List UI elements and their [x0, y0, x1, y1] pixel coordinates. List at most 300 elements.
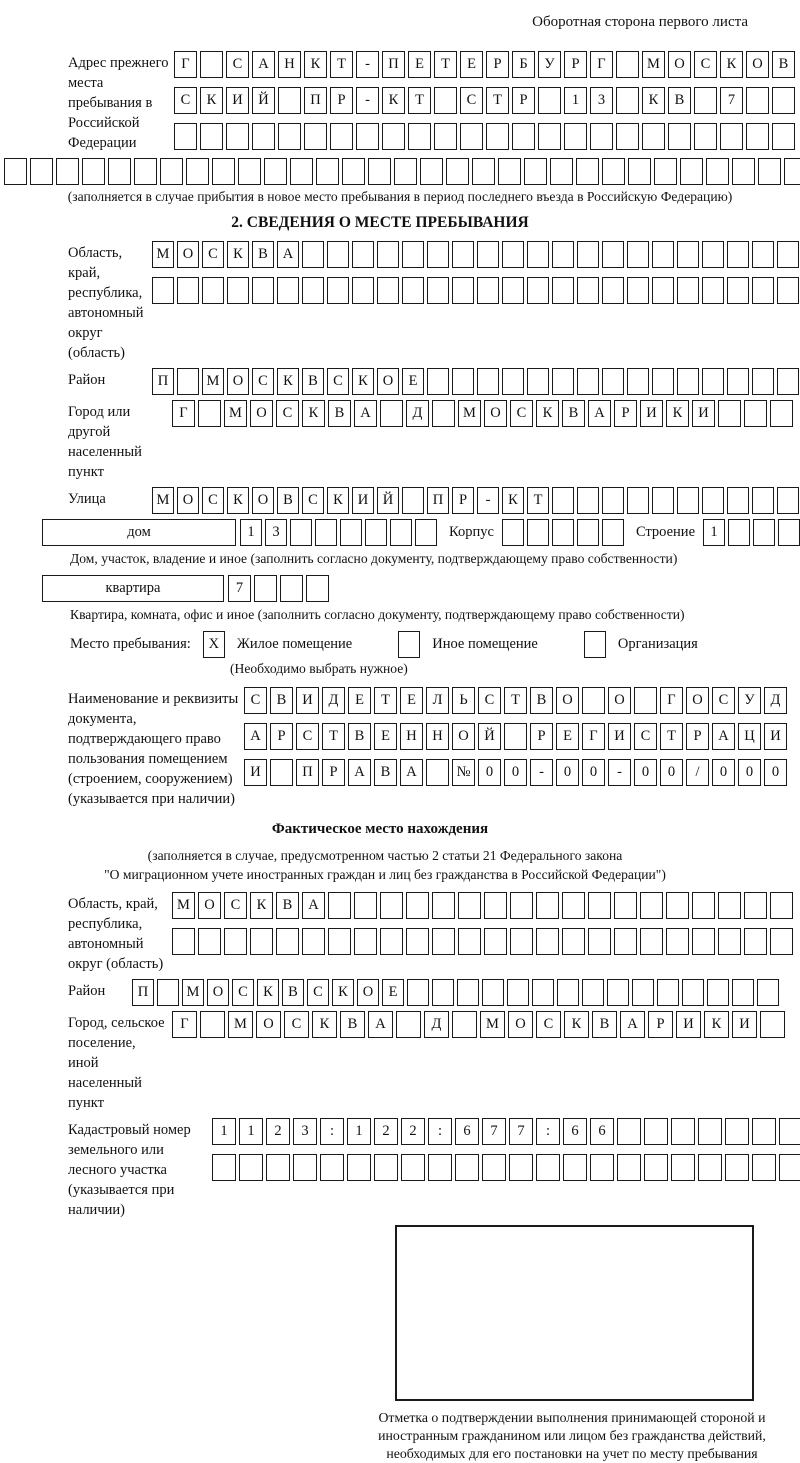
char-cell[interactable]	[536, 892, 559, 919]
char-cell[interactable]: С	[202, 487, 224, 514]
char-cell[interactable]	[644, 1154, 668, 1181]
char-cell[interactable]	[432, 892, 455, 919]
char-cell[interactable]	[758, 158, 781, 185]
char-cell[interactable]: Г	[660, 687, 683, 714]
char-cell[interactable]	[524, 158, 547, 185]
char-cell[interactable]: В	[530, 687, 553, 714]
char-cell[interactable]	[390, 519, 412, 546]
char-cell[interactable]	[702, 368, 724, 395]
char-cell[interactable]	[692, 928, 715, 955]
char-cell[interactable]	[212, 1154, 236, 1181]
char-cell[interactable]: Т	[434, 51, 457, 78]
char-cell[interactable]	[504, 723, 527, 750]
char-cell[interactable]	[527, 277, 549, 304]
char-cell[interactable]: К	[642, 87, 665, 114]
char-cell[interactable]	[590, 1154, 614, 1181]
char-cell[interactable]	[254, 575, 277, 602]
char-cell[interactable]: С	[226, 51, 249, 78]
char-cell[interactable]: Е	[374, 723, 397, 750]
char-cell[interactable]	[396, 1011, 421, 1038]
char-cell[interactable]: А	[277, 241, 299, 268]
char-cell[interactable]	[320, 1154, 344, 1181]
char-cell[interactable]	[427, 241, 449, 268]
char-cell[interactable]: И	[608, 723, 631, 750]
char-cell[interactable]	[770, 928, 793, 955]
char-cell[interactable]: И	[692, 400, 715, 427]
char-cell[interactable]	[368, 158, 391, 185]
char-cell[interactable]	[527, 368, 549, 395]
char-cell[interactable]: В	[276, 892, 299, 919]
char-cell[interactable]	[278, 87, 301, 114]
char-cell[interactable]	[752, 1154, 776, 1181]
char-cell[interactable]	[352, 277, 374, 304]
char-cell[interactable]	[702, 277, 724, 304]
char-cell[interactable]	[702, 241, 724, 268]
char-cell[interactable]	[498, 158, 521, 185]
char-cell[interactable]	[577, 368, 599, 395]
char-cell[interactable]: С	[252, 368, 274, 395]
char-cell[interactable]	[718, 928, 741, 955]
char-cell[interactable]	[552, 487, 574, 514]
char-cell[interactable]: 0	[582, 759, 605, 786]
char-cell[interactable]: Р	[486, 51, 509, 78]
char-cell[interactable]	[402, 241, 424, 268]
char-cell[interactable]	[753, 519, 775, 546]
char-cell[interactable]	[252, 123, 275, 150]
char-cell[interactable]	[352, 241, 374, 268]
char-cell[interactable]	[426, 759, 449, 786]
char-cell[interactable]: Д	[322, 687, 345, 714]
char-cell[interactable]	[452, 368, 474, 395]
char-cell[interactable]	[398, 631, 420, 658]
char-cell[interactable]: В	[340, 1011, 365, 1038]
char-cell[interactable]: Б	[512, 51, 535, 78]
char-cell[interactable]: Е	[408, 51, 431, 78]
char-cell[interactable]: К	[352, 368, 374, 395]
char-cell[interactable]: Н	[278, 51, 301, 78]
char-cell[interactable]: И	[640, 400, 663, 427]
char-cell[interactable]	[652, 277, 674, 304]
char-cell[interactable]: К	[227, 487, 249, 514]
char-cell[interactable]: В	[270, 687, 293, 714]
char-cell[interactable]: В	[374, 759, 397, 786]
char-cell[interactable]: В	[348, 723, 371, 750]
char-cell[interactable]	[707, 979, 729, 1006]
char-cell[interactable]	[290, 519, 312, 546]
char-cell[interactable]: Е	[382, 979, 404, 1006]
char-cell[interactable]	[563, 1154, 587, 1181]
char-cell[interactable]: В	[328, 400, 351, 427]
char-cell[interactable]: Г	[590, 51, 613, 78]
char-cell[interactable]: С	[276, 400, 299, 427]
char-cell[interactable]: Г	[172, 400, 195, 427]
char-cell[interactable]	[302, 277, 324, 304]
char-cell[interactable]	[779, 1154, 800, 1181]
char-cell[interactable]	[458, 928, 481, 955]
char-cell[interactable]: О	[250, 400, 273, 427]
char-cell[interactable]	[677, 241, 699, 268]
char-cell[interactable]: М	[224, 400, 247, 427]
char-cell[interactable]: №	[452, 759, 475, 786]
char-cell[interactable]	[527, 519, 549, 546]
char-cell[interactable]	[354, 928, 377, 955]
char-cell[interactable]: П	[296, 759, 319, 786]
char-cell[interactable]	[680, 158, 703, 185]
char-cell[interactable]	[328, 928, 351, 955]
char-cell[interactable]: 0	[738, 759, 761, 786]
char-cell[interactable]: Е	[460, 51, 483, 78]
char-cell[interactable]	[226, 123, 249, 150]
char-cell[interactable]	[677, 277, 699, 304]
char-cell[interactable]	[266, 1154, 290, 1181]
char-cell[interactable]: К	[666, 400, 689, 427]
char-cell[interactable]: 0	[712, 759, 735, 786]
char-cell[interactable]	[784, 158, 800, 185]
char-cell[interactable]	[157, 979, 179, 1006]
char-cell[interactable]	[582, 687, 605, 714]
char-cell[interactable]: Й	[377, 487, 399, 514]
char-cell[interactable]	[402, 487, 424, 514]
char-cell[interactable]	[382, 123, 405, 150]
char-cell[interactable]	[290, 158, 313, 185]
char-cell[interactable]: Т	[408, 87, 431, 114]
char-cell[interactable]: О	[556, 687, 579, 714]
char-cell[interactable]: Й	[252, 87, 275, 114]
char-cell[interactable]: :	[428, 1118, 452, 1145]
char-cell[interactable]	[757, 979, 779, 1006]
char-cell[interactable]	[484, 892, 507, 919]
char-cell[interactable]	[607, 979, 629, 1006]
char-cell[interactable]	[666, 892, 689, 919]
char-cell[interactable]	[510, 928, 533, 955]
char-cell[interactable]	[727, 277, 749, 304]
char-cell[interactable]	[347, 1154, 371, 1181]
char-cell[interactable]	[628, 158, 651, 185]
char-cell[interactable]	[108, 158, 131, 185]
char-cell[interactable]	[602, 519, 624, 546]
char-cell[interactable]: М	[152, 241, 174, 268]
char-cell[interactable]	[614, 928, 637, 955]
char-cell[interactable]	[632, 979, 654, 1006]
char-cell[interactable]	[718, 400, 741, 427]
char-cell[interactable]	[186, 158, 209, 185]
char-cell[interactable]: К	[302, 400, 325, 427]
char-cell[interactable]	[374, 1154, 398, 1181]
char-cell[interactable]	[668, 123, 691, 150]
char-cell[interactable]	[482, 1154, 506, 1181]
char-cell[interactable]: Н	[400, 723, 423, 750]
char-cell[interactable]	[577, 487, 599, 514]
char-cell[interactable]	[725, 1154, 749, 1181]
char-cell[interactable]: М	[228, 1011, 253, 1038]
char-cell[interactable]: Р	[330, 87, 353, 114]
char-cell[interactable]: Е	[348, 687, 371, 714]
char-cell[interactable]	[316, 158, 339, 185]
char-cell[interactable]	[200, 51, 223, 78]
char-cell[interactable]	[486, 123, 509, 150]
char-cell[interactable]: С	[296, 723, 319, 750]
char-cell[interactable]	[718, 892, 741, 919]
char-cell[interactable]: X	[203, 631, 225, 658]
char-cell[interactable]	[402, 277, 424, 304]
char-cell[interactable]	[446, 158, 469, 185]
char-cell[interactable]	[770, 400, 793, 427]
char-cell[interactable]: Е	[402, 368, 424, 395]
char-cell[interactable]	[772, 123, 795, 150]
char-cell[interactable]	[692, 892, 715, 919]
char-cell[interactable]	[657, 979, 679, 1006]
char-cell[interactable]: О	[686, 687, 709, 714]
char-cell[interactable]: А	[244, 723, 267, 750]
char-cell[interactable]	[434, 123, 457, 150]
char-cell[interactable]: К	[720, 51, 743, 78]
char-cell[interactable]: 0	[556, 759, 579, 786]
char-cell[interactable]	[536, 1154, 560, 1181]
char-cell[interactable]	[406, 928, 429, 955]
char-cell[interactable]	[627, 368, 649, 395]
char-cell[interactable]: 7	[509, 1118, 533, 1145]
char-cell[interactable]	[134, 158, 157, 185]
char-cell[interactable]	[477, 241, 499, 268]
char-cell[interactable]: К	[277, 368, 299, 395]
char-cell[interactable]	[732, 979, 754, 1006]
char-cell[interactable]	[527, 241, 549, 268]
char-cell[interactable]: О	[452, 723, 475, 750]
char-cell[interactable]: Т	[374, 687, 397, 714]
char-cell[interactable]	[302, 928, 325, 955]
char-cell[interactable]	[477, 277, 499, 304]
char-cell[interactable]: С	[460, 87, 483, 114]
char-cell[interactable]	[671, 1154, 695, 1181]
char-cell[interactable]: К	[382, 87, 405, 114]
char-cell[interactable]	[420, 158, 443, 185]
char-cell[interactable]: С	[712, 687, 735, 714]
char-cell[interactable]: Й	[478, 723, 501, 750]
char-cell[interactable]: Р	[614, 400, 637, 427]
char-cell[interactable]: Т	[527, 487, 549, 514]
char-cell[interactable]	[778, 519, 800, 546]
char-cell[interactable]	[4, 158, 27, 185]
char-cell[interactable]: М	[480, 1011, 505, 1038]
char-cell[interactable]: О	[177, 487, 199, 514]
char-cell[interactable]	[82, 158, 105, 185]
char-cell[interactable]: С	[244, 687, 267, 714]
char-cell[interactable]	[772, 87, 795, 114]
char-cell[interactable]: 6	[563, 1118, 587, 1145]
char-cell[interactable]: О	[252, 487, 274, 514]
char-cell[interactable]	[752, 368, 774, 395]
char-cell[interactable]: Ц	[738, 723, 761, 750]
char-cell[interactable]: В	[562, 400, 585, 427]
char-cell[interactable]	[777, 487, 799, 514]
char-cell[interactable]	[458, 892, 481, 919]
char-cell[interactable]	[427, 277, 449, 304]
char-cell[interactable]: Д	[764, 687, 787, 714]
char-cell[interactable]: И	[764, 723, 787, 750]
char-cell[interactable]: В	[277, 487, 299, 514]
char-cell[interactable]	[602, 241, 624, 268]
char-cell[interactable]: К	[304, 51, 327, 78]
char-cell[interactable]	[720, 123, 743, 150]
char-cell[interactable]: Д	[424, 1011, 449, 1038]
char-cell[interactable]: Ь	[452, 687, 475, 714]
char-cell[interactable]	[577, 519, 599, 546]
char-cell[interactable]: Т	[660, 723, 683, 750]
char-cell[interactable]	[652, 487, 674, 514]
char-cell[interactable]: С	[174, 87, 197, 114]
char-cell[interactable]: М	[182, 979, 204, 1006]
char-cell[interactable]	[752, 241, 774, 268]
char-cell[interactable]	[452, 241, 474, 268]
char-cell[interactable]	[752, 487, 774, 514]
char-cell[interactable]: Р	[452, 487, 474, 514]
char-cell[interactable]: С	[634, 723, 657, 750]
char-cell[interactable]: 2	[401, 1118, 425, 1145]
char-cell[interactable]: :	[320, 1118, 344, 1145]
char-cell[interactable]: К	[704, 1011, 729, 1038]
char-cell[interactable]	[280, 575, 303, 602]
char-cell[interactable]: А	[354, 400, 377, 427]
char-cell[interactable]	[365, 519, 387, 546]
char-cell[interactable]: А	[400, 759, 423, 786]
char-cell[interactable]: Р	[322, 759, 345, 786]
char-cell[interactable]: 6	[590, 1118, 614, 1145]
char-cell[interactable]	[200, 1011, 225, 1038]
char-cell[interactable]	[160, 158, 183, 185]
char-cell[interactable]: О	[207, 979, 229, 1006]
char-cell[interactable]	[588, 928, 611, 955]
char-cell[interactable]: С	[202, 241, 224, 268]
char-cell[interactable]	[564, 123, 587, 150]
char-cell[interactable]	[250, 928, 273, 955]
char-cell[interactable]: 0	[764, 759, 787, 786]
char-cell[interactable]: С	[536, 1011, 561, 1038]
char-cell[interactable]: И	[732, 1011, 757, 1038]
char-cell[interactable]	[744, 892, 767, 919]
char-cell[interactable]	[616, 123, 639, 150]
char-cell[interactable]: Г	[174, 51, 197, 78]
char-cell[interactable]	[432, 400, 455, 427]
char-cell[interactable]	[536, 928, 559, 955]
char-cell[interactable]: 0	[504, 759, 527, 786]
char-cell[interactable]: 1	[564, 87, 587, 114]
char-cell[interactable]	[760, 1011, 785, 1038]
char-cell[interactable]	[652, 368, 674, 395]
char-cell[interactable]	[293, 1154, 317, 1181]
char-cell[interactable]: Р	[648, 1011, 673, 1038]
char-cell[interactable]: /	[686, 759, 709, 786]
char-cell[interactable]: А	[712, 723, 735, 750]
char-cell[interactable]	[728, 519, 750, 546]
char-cell[interactable]: О	[484, 400, 507, 427]
char-cell[interactable]: С	[284, 1011, 309, 1038]
char-cell[interactable]	[777, 241, 799, 268]
char-cell[interactable]: К	[257, 979, 279, 1006]
char-cell[interactable]	[200, 123, 223, 150]
char-cell[interactable]: К	[250, 892, 273, 919]
char-cell[interactable]	[550, 158, 573, 185]
char-cell[interactable]	[460, 123, 483, 150]
char-cell[interactable]	[582, 979, 604, 1006]
char-cell[interactable]: А	[620, 1011, 645, 1038]
char-cell[interactable]: 6	[455, 1118, 479, 1145]
char-cell[interactable]: П	[427, 487, 449, 514]
char-cell[interactable]: У	[538, 51, 561, 78]
char-cell[interactable]	[727, 368, 749, 395]
char-cell[interactable]	[315, 519, 337, 546]
char-cell[interactable]	[682, 979, 704, 1006]
char-cell[interactable]: А	[348, 759, 371, 786]
char-cell[interactable]: Г	[582, 723, 605, 750]
char-cell[interactable]: 0	[478, 759, 501, 786]
char-cell[interactable]	[616, 87, 639, 114]
char-cell[interactable]	[380, 400, 403, 427]
char-cell[interactable]: -	[477, 487, 499, 514]
char-cell[interactable]	[727, 487, 749, 514]
char-cell[interactable]	[407, 979, 429, 1006]
char-cell[interactable]	[380, 892, 403, 919]
char-cell[interactable]: С	[694, 51, 717, 78]
char-cell[interactable]	[557, 979, 579, 1006]
char-cell[interactable]	[377, 277, 399, 304]
char-cell[interactable]	[276, 928, 299, 955]
char-cell[interactable]	[177, 277, 199, 304]
char-cell[interactable]: О	[256, 1011, 281, 1038]
char-cell[interactable]	[552, 241, 574, 268]
char-cell[interactable]	[725, 1118, 749, 1145]
char-cell[interactable]	[576, 158, 599, 185]
char-cell[interactable]	[538, 123, 561, 150]
char-cell[interactable]	[552, 368, 574, 395]
char-cell[interactable]	[694, 87, 717, 114]
char-cell[interactable]	[588, 892, 611, 919]
char-cell[interactable]: П	[382, 51, 405, 78]
char-cell[interactable]	[732, 158, 755, 185]
char-cell[interactable]: Т	[504, 687, 527, 714]
char-cell[interactable]	[644, 1118, 668, 1145]
char-cell[interactable]	[472, 158, 495, 185]
char-cell[interactable]	[432, 928, 455, 955]
char-cell[interactable]	[777, 277, 799, 304]
char-cell[interactable]	[502, 368, 524, 395]
char-cell[interactable]	[502, 519, 524, 546]
char-cell[interactable]: С	[302, 487, 324, 514]
char-cell[interactable]	[694, 123, 717, 150]
char-cell[interactable]: 0	[634, 759, 657, 786]
char-cell[interactable]: С	[224, 892, 247, 919]
char-cell[interactable]: 1	[703, 519, 725, 546]
char-cell[interactable]	[552, 519, 574, 546]
char-cell[interactable]	[562, 892, 585, 919]
char-cell[interactable]: И	[296, 687, 319, 714]
char-cell[interactable]: 0	[660, 759, 683, 786]
char-cell[interactable]: К	[536, 400, 559, 427]
char-cell[interactable]	[394, 158, 417, 185]
char-cell[interactable]	[302, 241, 324, 268]
char-cell[interactable]	[677, 368, 699, 395]
char-cell[interactable]: В	[282, 979, 304, 1006]
char-cell[interactable]	[270, 759, 293, 786]
char-cell[interactable]	[602, 487, 624, 514]
char-cell[interactable]	[406, 892, 429, 919]
char-cell[interactable]	[584, 631, 606, 658]
char-cell[interactable]	[342, 158, 365, 185]
char-cell[interactable]	[627, 241, 649, 268]
char-cell[interactable]: -	[356, 87, 379, 114]
char-cell[interactable]	[432, 979, 454, 1006]
char-cell[interactable]	[415, 519, 437, 546]
char-cell[interactable]: В	[592, 1011, 617, 1038]
